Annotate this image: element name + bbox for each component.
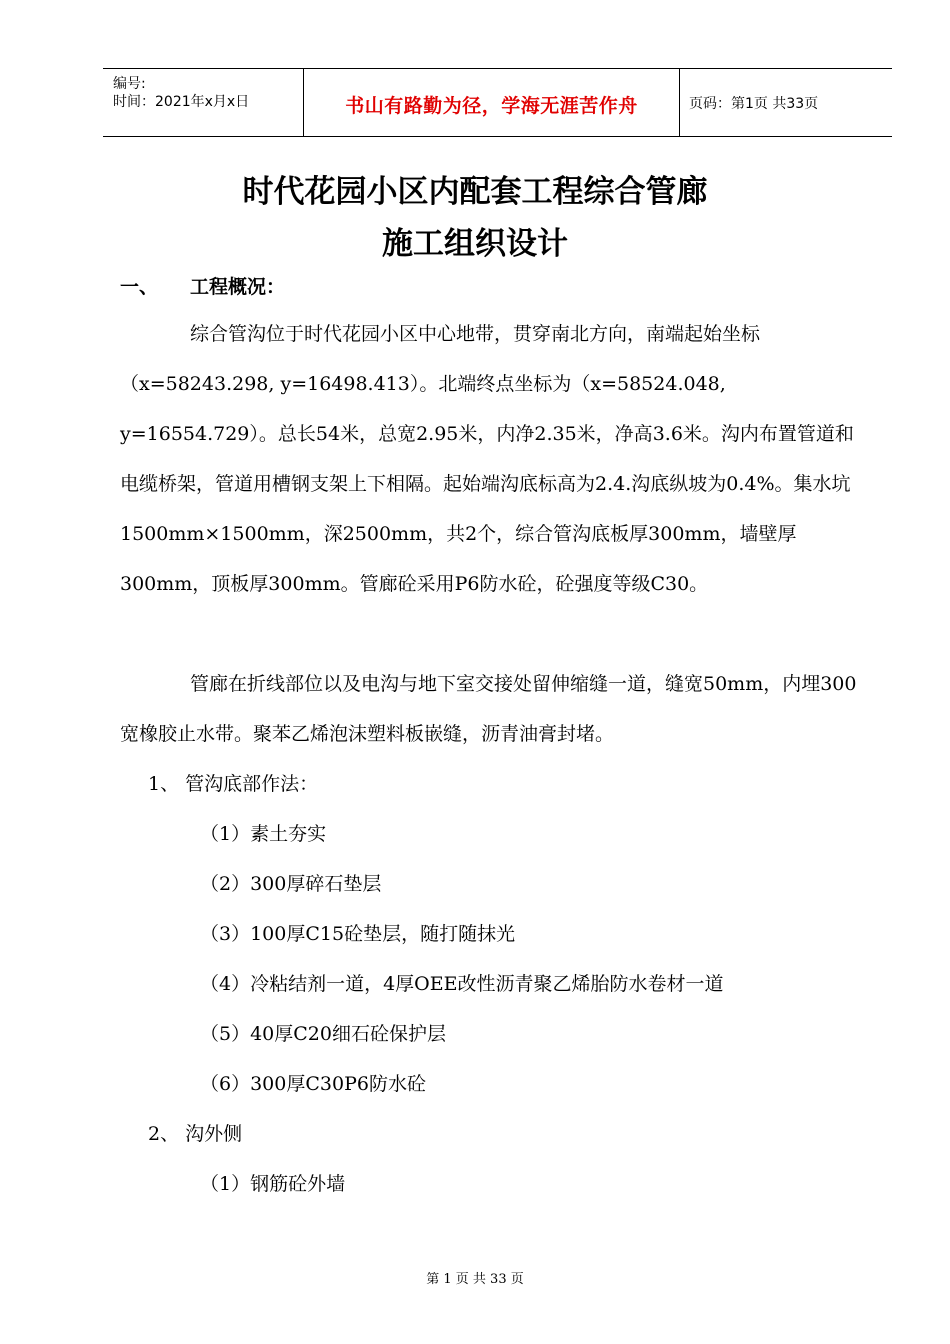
section-title: 工程概况： — [190, 276, 286, 298]
page-label: 页码：第1页 共33页 — [689, 96, 819, 112]
joint-paragraph: 管廊在折线部位以及电沟与地下室交接处留伸缩缝一道，缝宽50mm，内埋300宽橡胶止水带。聚苯乙烯泡沫塑料板嵌缝，沥青油膏封堵。 — [120, 673, 857, 745]
header-right-cell — [679, 69, 892, 136]
header-left-cell — [103, 69, 303, 136]
section-heading — [120, 272, 285, 299]
section-number: 一、 — [120, 276, 159, 298]
document-header — [103, 68, 892, 137]
list-item: （4）冷粘结剂一道，4厚OEE改性沥青聚乙烯胎防水卷材一道 — [200, 973, 724, 995]
number-label: 编号: — [113, 76, 146, 92]
list-item: （1）素土夯实 — [200, 823, 327, 845]
time-label: 时间：2021年x月x日 — [113, 94, 250, 110]
document-title-line1: 时代花园小区内配套工程综合管廊 — [242, 174, 708, 210]
list-item: （3）100厚C15砼垫层，随打随抹光 — [200, 923, 516, 945]
list2-heading: 2、 沟外侧 — [148, 1123, 243, 1145]
list1-heading: 1、 管沟底部作法： — [148, 773, 319, 795]
motto-text: 书山有路勤为径，学海无涯苦作舟 — [345, 95, 638, 117]
list-item: （6）300厚C30P6防水砼 — [200, 1073, 426, 1095]
list-item: （1）钢筋砼外墙 — [200, 1173, 346, 1195]
page-footer: 第 1 页 共 33 页 — [426, 1272, 524, 1287]
document-title-line2: 施工组织设计 — [382, 226, 568, 262]
list-item: （2）300厚碎石垫层 — [200, 873, 382, 895]
list-item: （5）40厚C20细石砼保护层 — [200, 1023, 446, 1045]
header-middle-cell — [303, 69, 680, 136]
overview-paragraph: 综合管沟位于时代花园小区中心地带，贯穿南北方向，南端起始坐标（x=58243.298, y=16498.413）。北端终点坐标为（x=58524.048, y=16554.729）。总长54米，总宽2.95米，内净2.35米，净高3.6米。沟内布置管道和电缆桥架，管道用槽钢支架上下相隔。起始端沟底标高为2.4.沟底纵坡为0.4%。集水坑1500mm×1500mm，深2500mm，共2个，综合管沟底板厚300mm，墙壁厚300mm，顶板厚300mm。管廊砼采用P6防水砼，砼强度等级C30。 — [120, 323, 854, 595]
